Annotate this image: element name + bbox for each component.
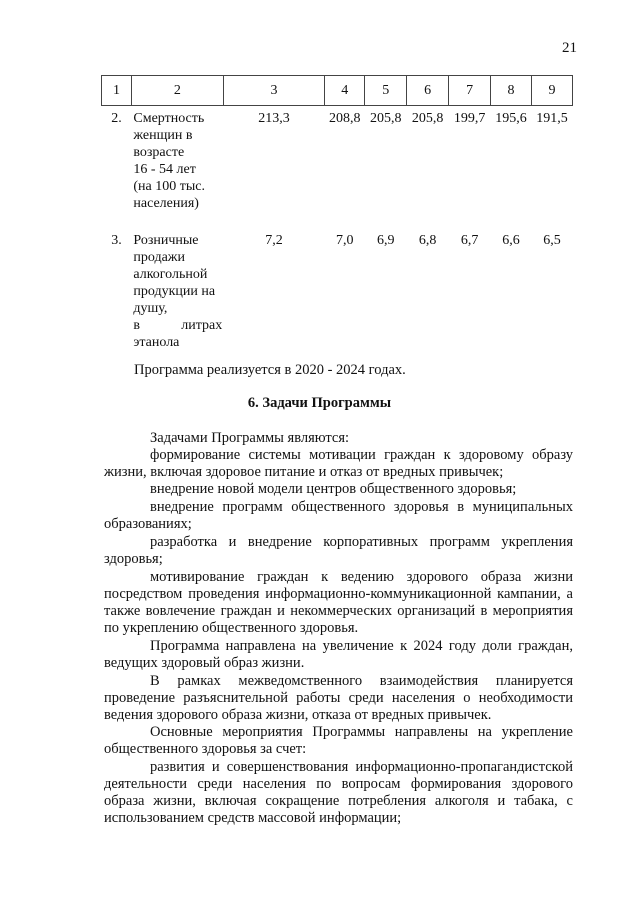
- paragraph: Основные мероприятия Программы направлены на укрепление общественного здоровья за счет:: [104, 724, 573, 757]
- value-cell: 205,8: [369, 111, 402, 126]
- table-row: [102, 109, 573, 213]
- value-cell: 199,7: [453, 111, 486, 126]
- value-cell: 205,8: [411, 111, 444, 126]
- value-cell: 6,5: [543, 233, 561, 248]
- value-cell: 6,9: [376, 233, 395, 248]
- indicators-table: [101, 75, 573, 352]
- paragraph: внедрение программ общественного здоровья в муниципальных образованиях;: [104, 499, 573, 532]
- page-number: 21: [562, 40, 577, 56]
- paragraph: разработка и внедрение корпоративных программ укрепления здоровья;: [104, 534, 573, 567]
- value-cell: 6,8: [418, 233, 437, 248]
- column-number: 6: [407, 76, 449, 106]
- value-cell: 191,5: [536, 111, 568, 126]
- program-period-text: Программа реализуется в 2020 - 2024 годах.: [134, 362, 406, 378]
- paragraph: внедрение новой модели центров общественного здоровья;: [150, 481, 517, 497]
- value-cell: 6,7: [460, 233, 479, 248]
- indicator-name: Смертность женщин в возрасте 16 - 54 лет (на 100 тыс. населения): [133, 111, 205, 211]
- column-number: 8: [491, 76, 532, 106]
- value-cell: 7,2: [265, 233, 283, 248]
- section-heading: 6. Задачи Программы: [247, 395, 392, 411]
- value-cell: 7,0: [336, 233, 354, 248]
- column-number: 9: [532, 76, 573, 106]
- indicator-name: Розничные продажи алкогольной продукции на душу, в литрах этанола: [133, 233, 223, 350]
- paragraph: В рамках межведомственного взаимодействия планируется проведение разъяснительной работы среди населения о необходимости ведения здорового образа жизни, отказа от вредных привычек.: [104, 673, 573, 723]
- row-number: 3.: [111, 233, 122, 248]
- table-header-row: [102, 76, 573, 106]
- column-number: 5: [365, 76, 407, 106]
- value-cell: 195,6: [495, 111, 527, 126]
- column-number: 4: [325, 76, 365, 106]
- paragraph: мотивирование граждан к ведению здорового образа жизни посредством проведения информационно-коммуникационной кампании, а также вовлечение граждан и некоммерческих организаций в мероприятия по укреплению общественного здоровья.: [104, 569, 573, 636]
- paragraph: формирование системы мотивации граждан к здоровому образу жизни, включая здоровое питание и отказ от вредных привычек;: [104, 447, 573, 480]
- table-row: [102, 231, 573, 352]
- column-number: 3: [223, 76, 325, 106]
- value-cell: 208,8: [329, 111, 361, 126]
- paragraph: Программа направлена на увеличение к 2024 году доли граждан, ведущих здоровый образ жизни.: [104, 638, 573, 671]
- column-number: 2: [131, 76, 223, 106]
- row-number: 2.: [111, 111, 122, 126]
- value-cell: 6,6: [502, 233, 520, 248]
- paragraph: развития и совершенствования информационно-пропагандистской деятельности среди населения по вопросам формирования здорового образа жизни, включая сокращение потребления алкоголя и табака, с использованием средств массовой информации;: [104, 759, 573, 826]
- column-number: 7: [449, 76, 491, 106]
- value-cell: 213,3: [258, 111, 290, 126]
- column-number: 1: [102, 76, 132, 106]
- paragraph: Задачами Программы являются:: [150, 430, 350, 446]
